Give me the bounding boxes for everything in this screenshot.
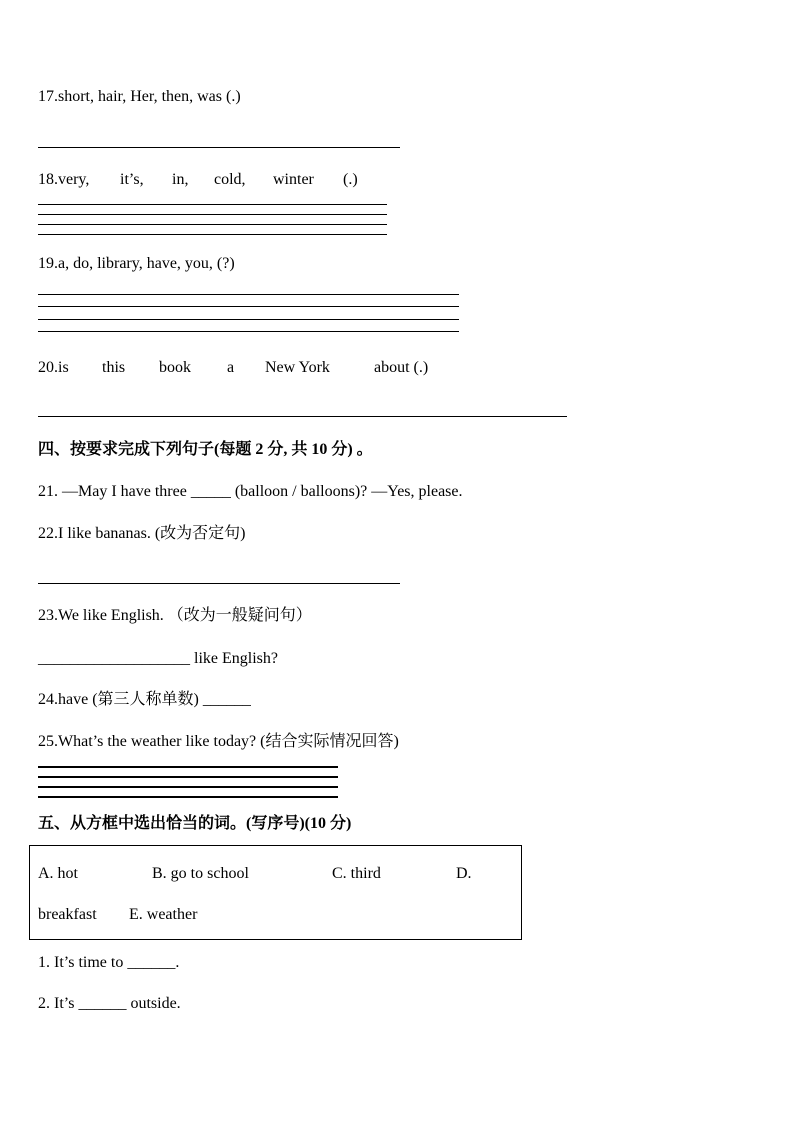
answer-line <box>38 204 387 205</box>
question-25: 25.What’s the weather like today? (结合实际情况回答) <box>38 733 399 750</box>
answer-line <box>38 796 338 798</box>
word-option-b: B. go to school <box>152 865 249 882</box>
answer-line <box>38 214 387 215</box>
section-5-title: 五、从方框中选出恰当的词。(写序号)(10 分) <box>38 815 352 832</box>
question-22: 22.I like bananas. (改为否定句) <box>38 525 246 542</box>
word-option-c: C. third <box>332 865 381 882</box>
answer-line <box>38 776 338 778</box>
word: 20.is <box>38 359 69 376</box>
word: winter <box>273 171 314 188</box>
word: book <box>159 359 191 376</box>
answer-line <box>38 416 567 417</box>
answer-line <box>38 319 459 320</box>
answer-line <box>38 234 387 235</box>
section-5-question-2: 2. It’s ______ outside. <box>38 995 181 1012</box>
answer-line <box>38 294 459 295</box>
word-box <box>29 845 522 940</box>
word: 18.very, <box>38 171 90 188</box>
question-19: 19.a, do, library, have, you, (?) <box>38 255 235 272</box>
answer-line <box>38 583 400 584</box>
word: this <box>102 359 126 376</box>
question-23-answer: ___________________ like English? <box>38 650 278 667</box>
question-17: 17.short, hair, Her, then, was (.) <box>38 88 241 105</box>
word-option-d-text: breakfast <box>38 906 97 923</box>
section-4-title: 四、按要求完成下列句子(每题 2 分, 共 10 分) 。 <box>38 441 373 458</box>
answer-line <box>38 766 338 768</box>
question-21: 21. —May I have three _____ (balloon / balloons)? —Yes, please. <box>38 483 463 500</box>
question-23: 23.We like English. （改为一般疑问句） <box>38 607 312 624</box>
answer-line <box>38 331 459 332</box>
word-option-e: E. weather <box>129 906 198 923</box>
question-24: 24.have (第三人称单数) ______ <box>38 691 251 708</box>
answer-line <box>38 786 338 788</box>
word: in, <box>172 171 189 188</box>
word-option-d: D. <box>456 865 472 882</box>
word: cold, <box>214 171 246 188</box>
word: it’s, <box>120 171 144 188</box>
word-option-a: A. hot <box>38 865 78 882</box>
word: about (.) <box>374 359 429 376</box>
word: a <box>227 359 235 376</box>
answer-line <box>38 306 459 307</box>
answer-line <box>38 147 400 148</box>
answer-line <box>38 224 387 225</box>
section-5-question-1: 1. It’s time to ______. <box>38 954 180 971</box>
word: New York <box>265 359 330 376</box>
word: (.) <box>343 171 358 188</box>
